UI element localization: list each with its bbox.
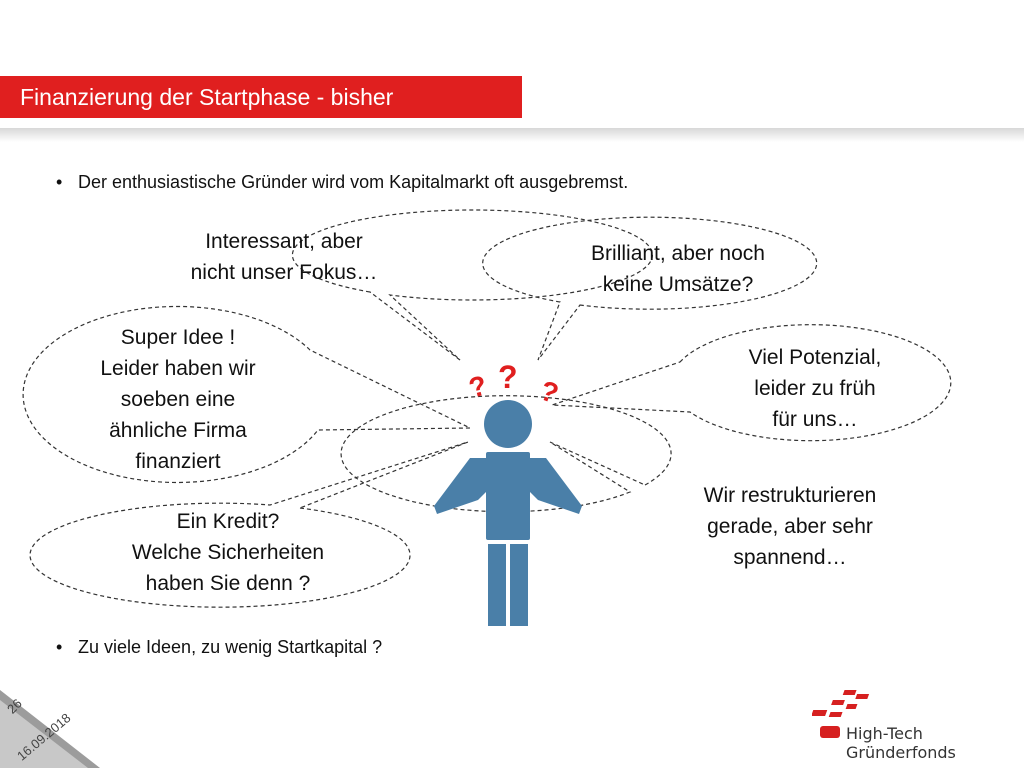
bullet-2-text: Zu viele Ideen, zu wenig Startkapital ? [78, 637, 383, 657]
logo-text: High-Tech Gründerfonds [846, 724, 956, 762]
page-title: Finanzierung der Startphase - bisher [20, 84, 394, 110]
bubble-3-text: Super Idee ! Leider haben wir soeben eine ähnliche Firma finanziert [100, 326, 256, 473]
slide-date: 16.09.2018 [14, 710, 74, 764]
bubble-5-text: Ein Kredit? Welche Sicherheiten haben Sie denn ? [131, 510, 325, 595]
slide-number: 26 [4, 695, 25, 717]
question-mark-right: ? [535, 374, 563, 410]
bullet-dot: • [56, 172, 63, 192]
bullet-1-text: Der enthusiastische Gründer wird vom Kapitalmarkt oft ausgebremst. [78, 172, 629, 192]
bubble-1-text: Interessant, aber nicht unser Fokus… [190, 230, 378, 284]
person-icon [434, 400, 582, 626]
question-mark-left: ? [465, 369, 491, 404]
bubble-4-text: Viel Potenzial, leider zu früh für uns… [748, 346, 882, 431]
bubble-2-text: Brilliant, aber noch keine Umsätze? [591, 242, 765, 296]
bullet-dot: • [56, 637, 63, 657]
question-mark-center: ? [498, 359, 518, 395]
bullet-2 [56, 637, 382, 658]
bubble-6-text: Wir restrukturieren gerade, aber sehr spannend… [703, 484, 877, 569]
